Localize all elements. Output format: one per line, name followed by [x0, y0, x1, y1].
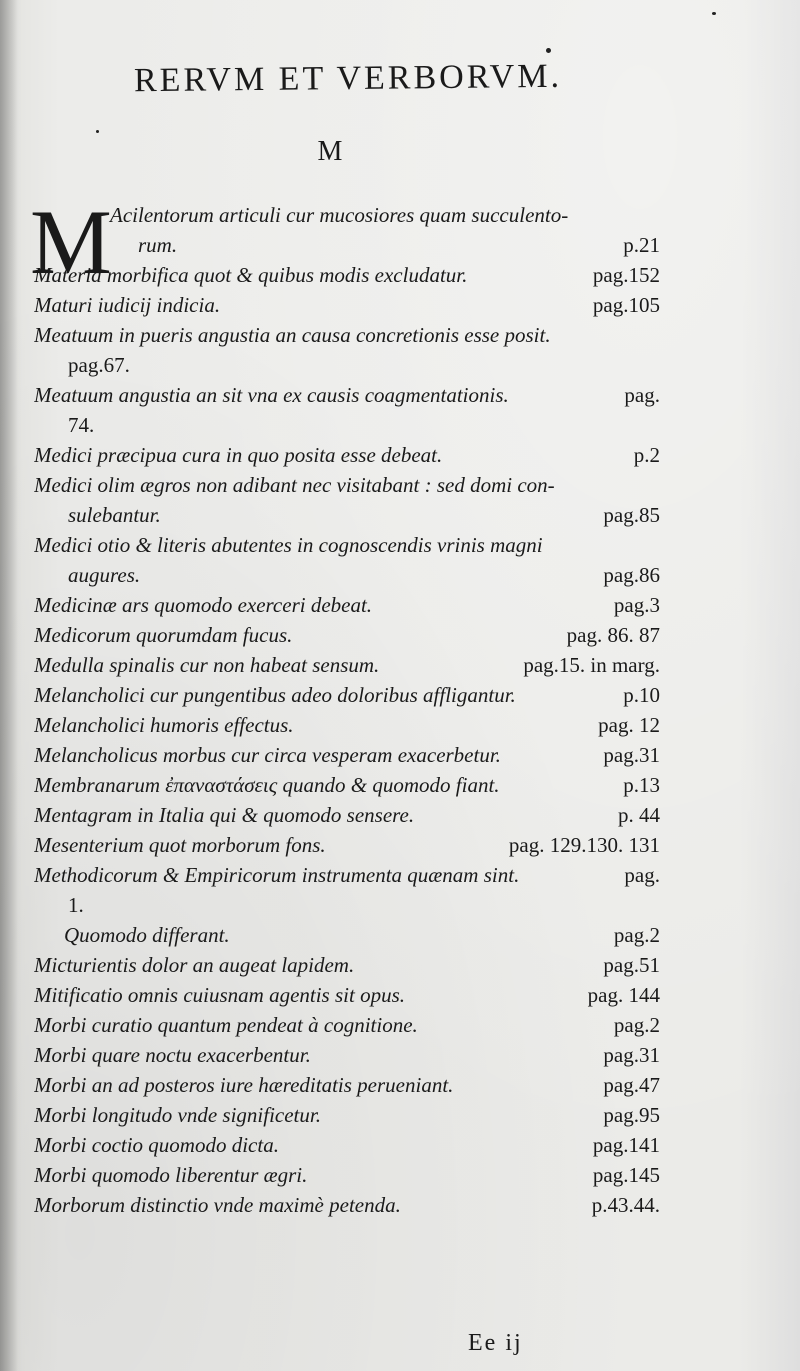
entry-page-ref: pag. 12 — [598, 713, 660, 737]
index-entry — [34, 470, 660, 500]
index-entry — [34, 500, 660, 530]
entry-text: Materia morbifica quot & quibus modis excludatur. — [34, 263, 468, 287]
index-entry — [34, 1070, 660, 1100]
index-entry — [34, 410, 660, 440]
entry-text: pag.67. — [68, 353, 130, 377]
index-entry — [34, 1160, 660, 1190]
index-entry — [34, 800, 660, 830]
gutter-shadow — [0, 0, 18, 1371]
entry-text: Melancholicus morbus cur circa vesperam exacerbetur. — [34, 743, 501, 767]
ink-speck — [712, 12, 716, 15]
entry-text: Methodicorum & Empiricorum instrumenta quænam sint. — [34, 863, 520, 887]
entry-text: augures. — [68, 563, 141, 587]
entry-text: Morbi quomodo liberentur ægri. — [34, 1163, 308, 1187]
index-entry — [34, 590, 660, 620]
index-entry — [34, 230, 660, 260]
entry-text: Morborum distinctio vnde maximè petenda. — [34, 1193, 401, 1217]
entry-page-ref: pag.3 — [613, 593, 660, 617]
entry-page-ref: pag.47 — [603, 1073, 660, 1097]
entry-page-ref: pag.31 — [603, 1043, 660, 1067]
entry-text: 1. — [68, 893, 84, 917]
index-entry — [34, 320, 660, 350]
entry-text: Morbi longitudo vnde significetur. — [34, 1103, 321, 1127]
index-entry — [34, 830, 660, 860]
entry-page-ref: pag.31 — [603, 743, 660, 767]
entry-text: Mitificatio omnis cuiusnam agentis sit opus. — [34, 983, 405, 1007]
index-entry — [34, 740, 660, 770]
index-entry — [34, 950, 660, 980]
index-entry — [34, 1100, 660, 1130]
ink-speck — [546, 48, 551, 53]
entry-page-ref: p.2 — [633, 443, 660, 467]
entry-text: Morbi coctio quomodo dicta. — [34, 1133, 279, 1157]
entry-text: Mentagram in Italia qui & quomodo sensere. — [34, 803, 415, 827]
entry-text: Melancholici humoris effectus. — [34, 713, 294, 737]
entry-page-ref: pag.2 — [613, 1013, 660, 1037]
section-letter: M — [317, 136, 343, 167]
entry-text: sulebantur. — [68, 503, 161, 527]
index-entry — [34, 710, 660, 740]
drop-cap-initial: M — [30, 191, 112, 293]
index-entry — [34, 680, 660, 710]
index-entry — [34, 560, 660, 590]
entry-page-ref: pag.152 — [592, 263, 660, 287]
index-entry — [34, 530, 660, 560]
entry-text: Medici olim ægros non adibant nec visitabant : sed domi con- — [34, 473, 555, 497]
index-entry — [34, 260, 660, 290]
entry-text: Meatuum in pueris angustia an causa concretionis esse posit. — [34, 323, 551, 347]
entry-page-ref: pag.141 — [592, 1133, 660, 1157]
entry-page-ref: pag.85 — [603, 503, 660, 527]
index-entry — [34, 1010, 660, 1040]
entry-page-ref: pag.86 — [603, 563, 660, 587]
entry-text: Medici otio & literis abutentes in cognoscendis vrinis magni — [34, 533, 543, 557]
entry-page-ref: pag.15. in marg. — [523, 653, 660, 677]
index-entry — [34, 1190, 660, 1220]
entry-page-ref: p.13 — [623, 773, 660, 797]
entry-text: Micturientis dolor an augeat lapidem. — [34, 953, 355, 977]
entry-text: Medicinæ ars quomodo exerceri debeat. — [34, 593, 373, 617]
index-entry — [34, 380, 660, 410]
running-title: RERVM ET VERBORVM. — [133, 57, 563, 100]
entry-page-ref: pag. 86. 87 — [566, 623, 660, 647]
index-entry — [34, 920, 660, 950]
entry-text: Meatuum angustia an sit vna ex causis coagmentationis. — [34, 383, 509, 407]
index-entry — [34, 860, 660, 890]
entry-text: Quomodo differant. — [64, 923, 230, 947]
entry-text: Morbi curatio quantum pendeat à cognitione. — [34, 1013, 418, 1037]
entry-text: Acilentorum articuli cur mucosiores quam succulento- — [110, 203, 569, 227]
entry-page-ref: pag.95 — [603, 1103, 660, 1127]
index-entries — [34, 200, 660, 1220]
entry-page-ref: p.43.44. — [591, 1193, 660, 1217]
entry-page-ref: pag. 129.130. 131 — [508, 833, 660, 857]
entry-page-ref: pag.145 — [592, 1163, 660, 1187]
index-entry — [34, 1040, 660, 1070]
entry-text: Medici præcipua cura in quo posita esse debeat. — [34, 443, 443, 467]
index-entry — [34, 620, 660, 650]
entry-page-ref: p.21 — [623, 233, 660, 257]
entry-page-ref: pag.51 — [603, 953, 660, 977]
entry-page-ref: pag. — [624, 863, 660, 887]
entry-text: Morbi quare noctu exacerbentur. — [34, 1043, 311, 1067]
index-entry — [34, 440, 660, 470]
index-entry — [34, 1130, 660, 1160]
index-entry — [34, 650, 660, 680]
entry-page-ref: pag. — [624, 383, 660, 407]
entry-text: Medulla spinalis cur non habeat sensum. — [34, 653, 380, 677]
signature-mark: Ee ij — [468, 1330, 523, 1356]
entry-text: Maturi iudicij indicia. — [34, 293, 221, 317]
entry-text: Melancholici cur pungentibus adeo doloribus affligantur. — [34, 683, 516, 707]
index-entry — [34, 200, 660, 230]
entry-page-ref: pag.105 — [592, 293, 660, 317]
entry-text: Medicorum quorumdam fucus. — [34, 623, 293, 647]
entry-page-ref: pag. 144 — [587, 983, 660, 1007]
index-entry — [34, 350, 660, 380]
entry-text: rum. — [138, 233, 178, 257]
index-entry — [34, 890, 660, 920]
index-entry — [34, 770, 660, 800]
entry-text: 74. — [68, 413, 95, 437]
entry-text: Morbi an ad posteros iure hæreditatis perueniant. — [34, 1073, 454, 1097]
entry-text: Mesenterium quot morborum fons. — [34, 833, 326, 857]
entry-text: Membranarum ἐπαναστάσεις quando & quomodo fiant. — [34, 773, 500, 797]
entry-page-ref: p. 44 — [618, 803, 660, 827]
ink-speck — [96, 130, 99, 133]
index-entry — [34, 290, 660, 320]
entry-page-ref: p.10 — [623, 683, 660, 707]
index-entry — [34, 980, 660, 1010]
entry-page-ref: pag.2 — [613, 923, 660, 947]
